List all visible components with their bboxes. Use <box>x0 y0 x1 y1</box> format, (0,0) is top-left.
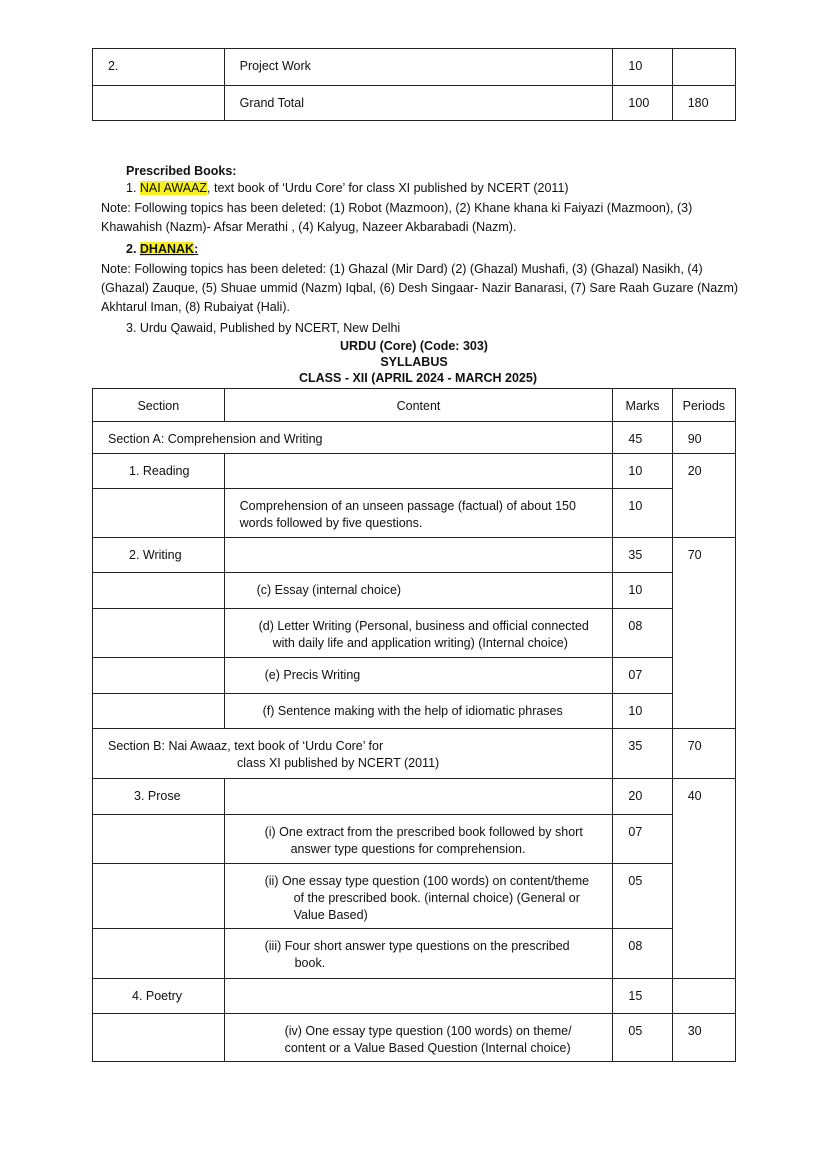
letter-content <box>224 609 613 658</box>
marks-cell: 07 <box>613 815 672 864</box>
section-cell <box>93 573 225 609</box>
marks-cell: 100 <box>613 86 672 121</box>
prose-ii-line-3: Value Based) <box>293 907 368 922</box>
section-a-label: Section A: Comprehension and Writing <box>93 422 613 454</box>
note-2-line-3: Akhtarul Iman, (8) Rubaiyat (Hali). <box>101 300 290 314</box>
periods-cell: 70 <box>672 538 735 729</box>
section-cell <box>93 489 225 538</box>
essay-content: (c) Essay (internal choice) <box>224 573 613 609</box>
comprehension-line-2: words followed by five questions. <box>239 515 423 530</box>
prose-iii-line-2: book. <box>294 955 326 970</box>
precis-content: (e) Precis Writing <box>224 658 613 694</box>
marks-cell: 20 <box>613 779 672 815</box>
comprehension-content <box>224 489 613 538</box>
prose-label: 3. Prose <box>93 779 225 815</box>
table-row <box>93 538 736 573</box>
class-title: CLASS - XII (APRIL 2024 - MARCH 2025) <box>298 371 538 385</box>
periods-cell: 90 <box>672 422 735 454</box>
table-row <box>93 489 736 538</box>
note-2-line-1: Note: Following topics has been deleted: (1) Ghazal (Mir Dard) (2) (Ghazal) Mushafi, (3) (Ghazal) Nasikh, (4) <box>101 262 703 276</box>
marks-cell: 10 <box>613 49 672 86</box>
periods-cell: 30 <box>672 1014 735 1062</box>
periods-cell: 70 <box>672 729 735 779</box>
periods-cell: 20 <box>672 454 735 538</box>
periods-cell: 180 <box>672 86 735 121</box>
marks-cell: 10 <box>613 694 672 729</box>
book-1-number: 1. <box>126 181 140 195</box>
poetry-label: 4. Poetry <box>93 979 225 1014</box>
marks-cell: 10 <box>613 454 672 489</box>
book-1-title: NAI AWAAZ <box>139 181 208 195</box>
syllabus-table <box>92 388 736 1062</box>
content-cell <box>224 979 613 1014</box>
letter-line-1: (d) Letter Writing (Personal, business and official connected <box>258 619 589 633</box>
table-row <box>93 979 736 1014</box>
marks-cell: 35 <box>613 538 672 573</box>
syllabus-title: SYLLABUS <box>380 355 448 369</box>
prose-ii-content <box>224 864 613 929</box>
comprehension-line-1: Comprehension of an unseen passage (factual) of about 150 <box>239 499 576 513</box>
marks-cell: 05 <box>613 1014 672 1062</box>
serial-cell: 2. <box>93 49 225 86</box>
section-cell <box>93 609 225 658</box>
poetry-iv-line-2: content or a Value Based Question (Internal choice) <box>284 1040 571 1055</box>
book-1 <box>126 180 569 197</box>
book-2 <box>126 241 198 258</box>
subject-code-title: URDU (Core) (Code: 303) <box>340 339 488 353</box>
item-cell: Grand Total <box>224 86 613 121</box>
prose-i-line-1: (i) One extract from the prescribed book followed by short <box>264 825 583 839</box>
letter-line-2: with daily life and application writing) (Internal choice) <box>272 635 568 650</box>
section-cell <box>93 658 225 694</box>
table-row <box>93 1014 736 1062</box>
section-cell <box>93 815 225 864</box>
section-cell <box>93 929 225 979</box>
poetry-iv-line-1: (iv) One essay type question (100 words) on theme/ <box>284 1024 572 1038</box>
marks-cell: 45 <box>613 422 672 454</box>
table-row <box>93 573 736 609</box>
table-row <box>93 864 736 929</box>
note-1-line-2: Khawahish (Nazm)- Afsar Merathi , (4) Kalyug, Nazeer Akbarabadi (Nazm). <box>101 220 517 234</box>
marks-cell: 15 <box>613 979 672 1014</box>
prose-ii-line-2: of the prescribed book. (internal choice) (General or <box>293 890 580 905</box>
table-row <box>93 454 736 489</box>
periods-cell <box>672 979 735 1014</box>
prose-ii-line-1: (ii) One essay type question (100 words) on content/theme <box>264 874 590 888</box>
content-header: Content <box>224 389 613 422</box>
periods-cell: 40 <box>672 779 735 979</box>
poetry-iv-content <box>224 1014 613 1062</box>
serial-cell <box>93 86 225 121</box>
periods-cell <box>672 49 735 86</box>
book-2-title: DHANAK <box>139 242 195 256</box>
table-row <box>93 929 736 979</box>
sentence-content: (f) Sentence making with the help of idiomatic phrases <box>224 694 613 729</box>
marks-cell: 08 <box>613 929 672 979</box>
content-cell <box>224 779 613 815</box>
content-cell <box>224 538 613 573</box>
section-b-line-2: class XI published by NCERT (2011) <box>237 755 440 770</box>
book-2-number: 2. <box>126 242 140 256</box>
marks-cell: 10 <box>613 489 672 538</box>
prescribed-books-heading: Prescribed Books: <box>126 164 237 178</box>
top-table <box>92 48 736 121</box>
table-row <box>93 779 736 815</box>
section-cell <box>93 694 225 729</box>
table-row <box>93 815 736 864</box>
table-row <box>93 422 736 454</box>
book-2-colon: : <box>194 242 199 256</box>
marks-cell: 05 <box>613 864 672 929</box>
note-1-line-1: Note: Following topics has been deleted: (1) Robot (Mazmoon), (2) Khane khana ki Faiyazi (Mazmoon), (3) <box>101 201 693 215</box>
prose-iii-line-1: (iii) Four short answer type questions on the prescribed <box>264 939 570 953</box>
marks-cell: 07 <box>613 658 672 694</box>
writing-label: 2. Writing <box>93 538 225 573</box>
marks-cell: 10 <box>613 573 672 609</box>
prose-i-line-2: answer type questions for comprehension. <box>290 841 526 856</box>
reading-label: 1. Reading <box>93 454 225 489</box>
table-row <box>93 609 736 658</box>
table-row <box>93 86 736 121</box>
table-row <box>93 694 736 729</box>
header-row <box>93 389 736 422</box>
section-cell <box>93 1014 225 1062</box>
prose-iii-content <box>224 929 613 979</box>
note-2-line-2: (Ghazal) Zauque, (5) Shuae ummid (Nazm) Iqbal, (6) Desh Singaar- Nazir Banarasi, (7) Sare Raah Guzare (Nazm) <box>101 281 739 295</box>
table-row <box>93 729 736 779</box>
item-cell: Project Work <box>224 49 613 86</box>
book-1-description: , text book of ‘Urdu Core’ for class XI published by NCERT (2011) <box>207 181 569 195</box>
section-b-label <box>93 729 613 779</box>
table-row <box>93 49 736 86</box>
section-b-line-1: Section B: Nai Awaaz, text book of ‘Urdu Core’ for <box>108 739 384 753</box>
marks-header: Marks <box>613 389 672 422</box>
book-3: 3. Urdu Qawaid, Published by NCERT, New Delhi <box>126 321 401 335</box>
marks-cell: 08 <box>613 609 672 658</box>
table-row <box>93 658 736 694</box>
prose-i-content <box>224 815 613 864</box>
section-cell <box>93 864 225 929</box>
marks-cell: 35 <box>613 729 672 779</box>
content-cell <box>224 454 613 489</box>
periods-header: Periods <box>672 389 735 422</box>
section-header: Section <box>93 389 225 422</box>
